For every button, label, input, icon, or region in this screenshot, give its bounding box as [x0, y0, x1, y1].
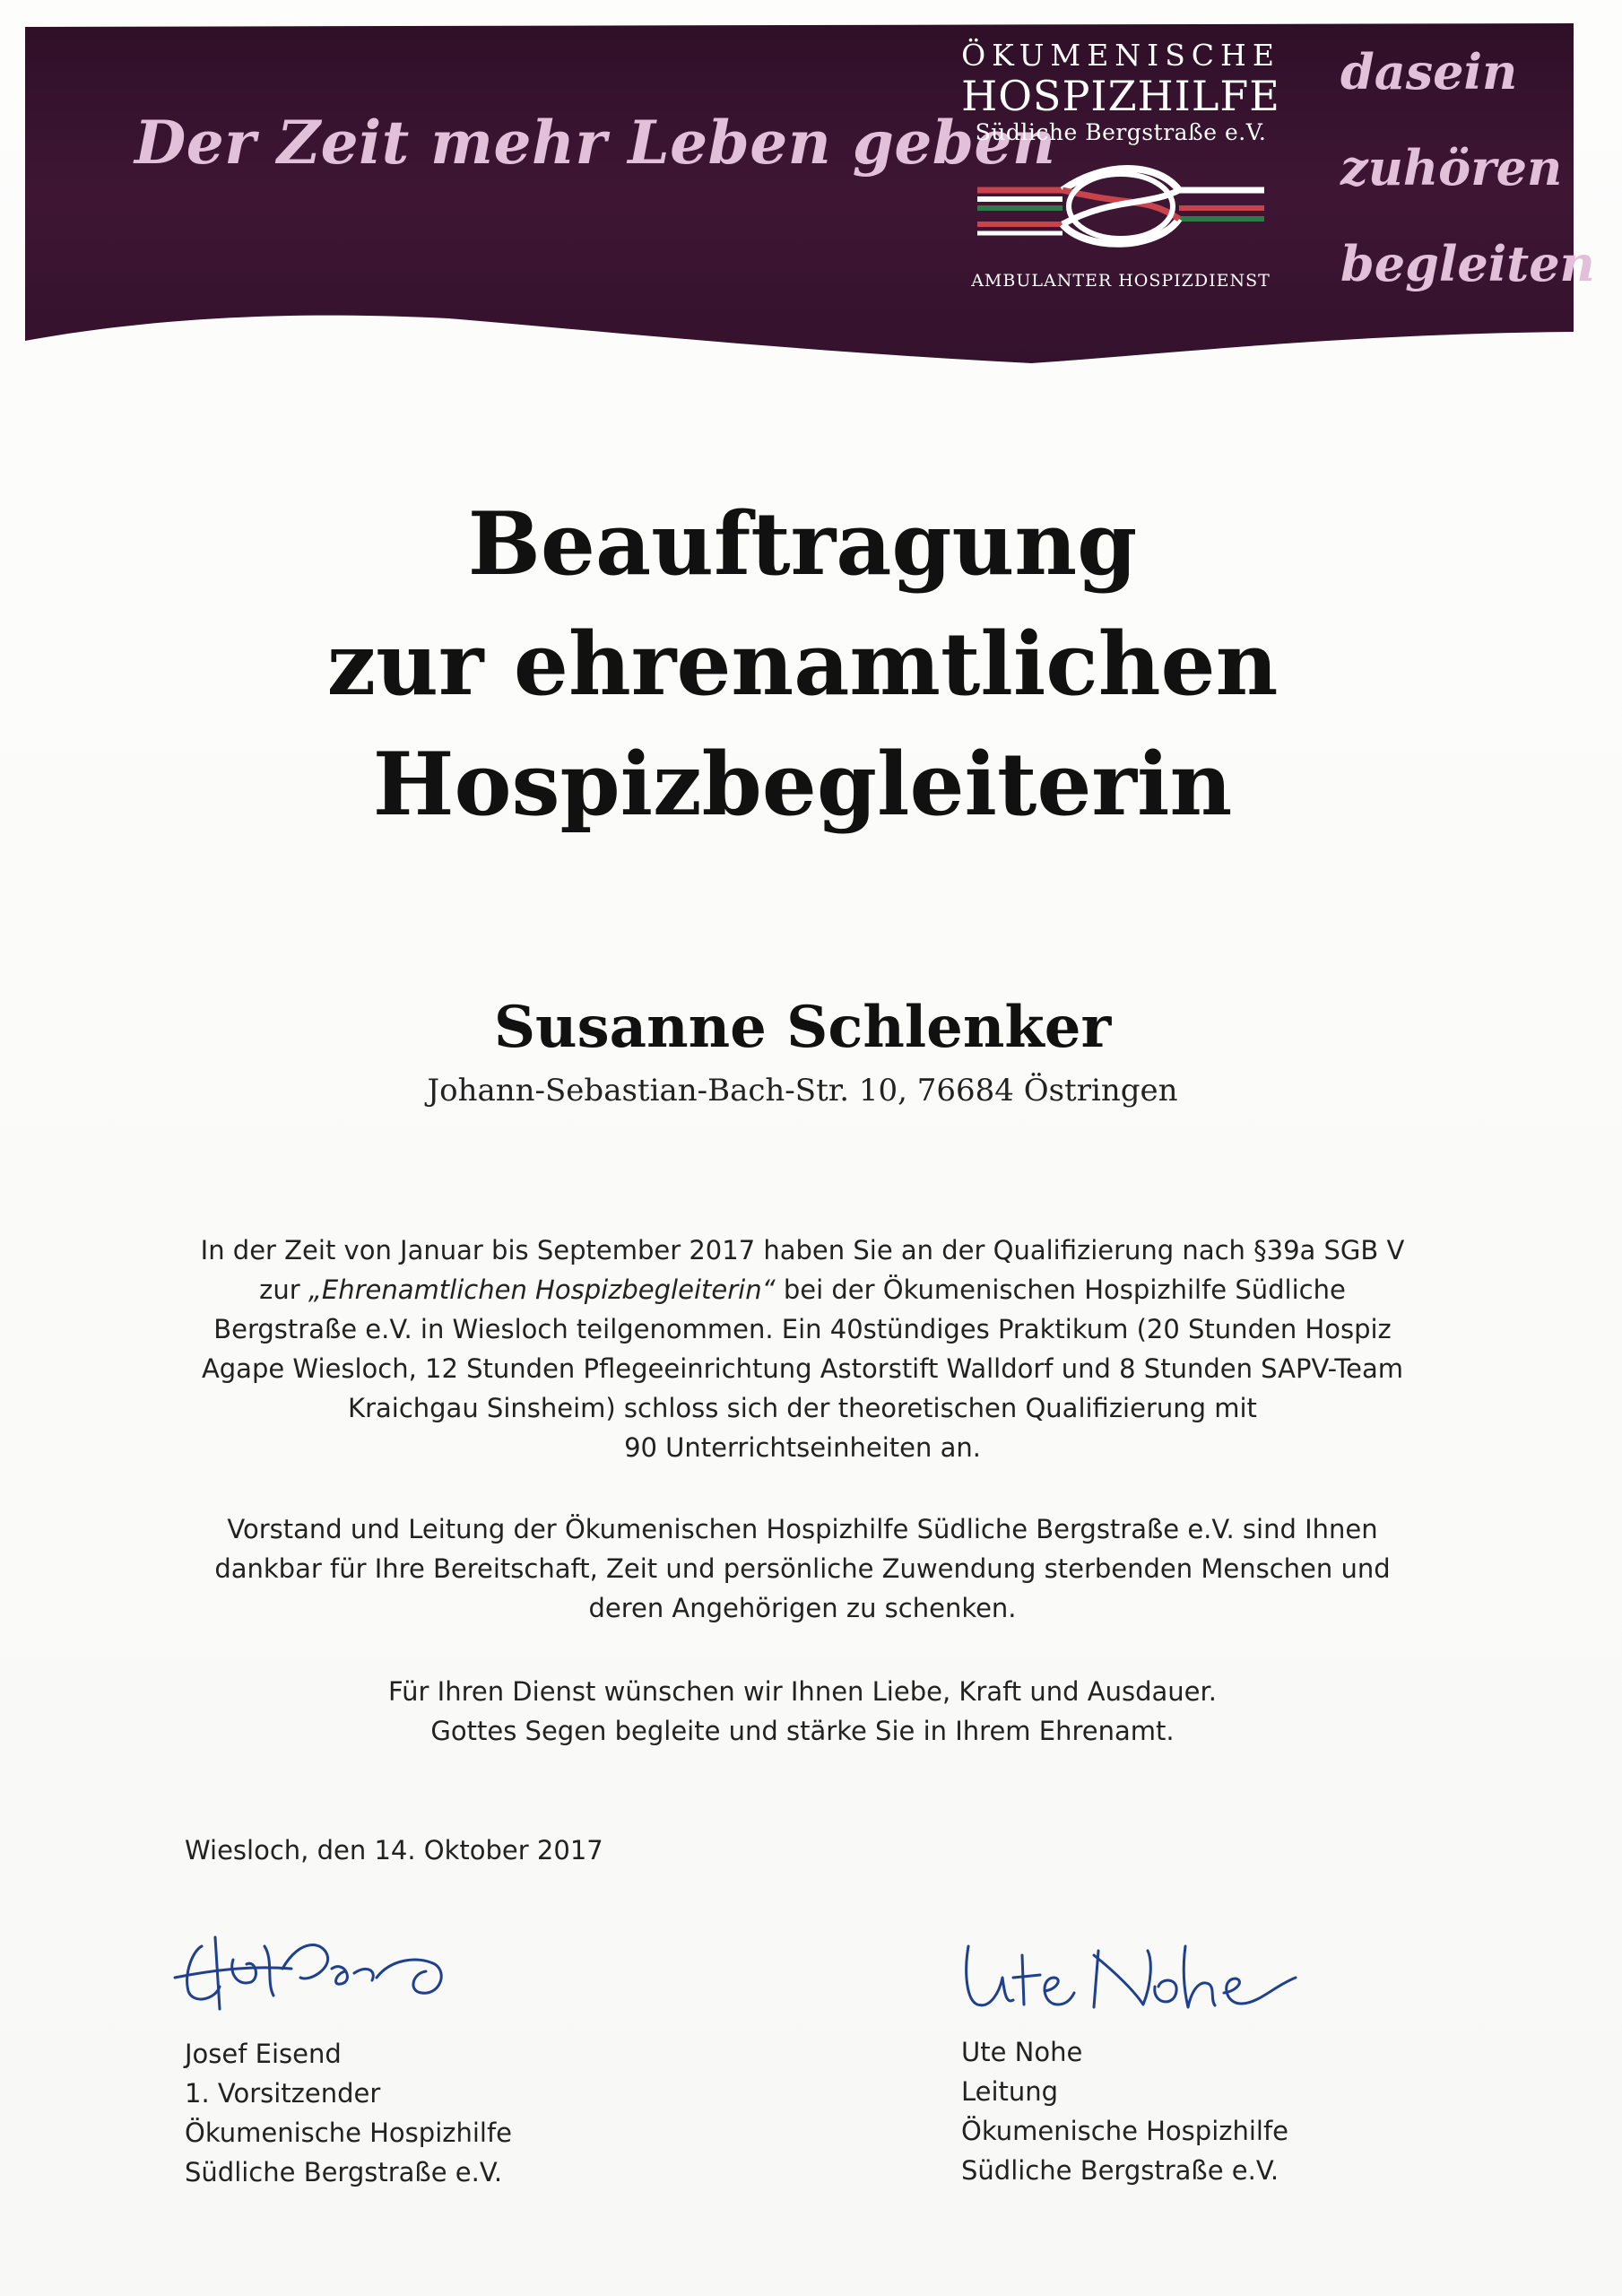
paragraph-line: deren Angehörigen zu schenken. [588, 1593, 1017, 1623]
title-line-3: Hospizbegleiterin [372, 734, 1233, 835]
course-title: „Ehrenamtlichen Hospizbegleiterin“ [308, 1274, 776, 1305]
banner-slogan: Der Zeit mehr Leben geben [134, 108, 1056, 178]
logo-line-1: ÖKUMENISCHE [961, 38, 1280, 73]
signer-name: Ute Nohe [961, 2037, 1083, 2067]
signer-org: Südliche Bergstraße e.V. [185, 2157, 503, 2187]
paragraph-line: dankbar für Ihre Bereitschaft, Zeit und persönliche Zuwendung sterbenden Menschen und [214, 1553, 1391, 1584]
signer-left-block [185, 2034, 512, 2192]
paragraph-text: bei der Ökumenischen Hospizhilfe Südliche [775, 1274, 1346, 1305]
logo-line-2: HOSPIZHILFE [961, 72, 1280, 120]
signer-right-block [961, 2032, 1288, 2190]
paragraph-line: Vorstand und Leitung der Ökumenischen Hospizhilfe Südliche Bergstraße e.V. sind Ihnen [227, 1514, 1378, 1544]
paragraph-text: zur [259, 1274, 308, 1305]
certificate-title [0, 484, 1605, 845]
title-line-2: zur ehrenamtlichen [326, 613, 1279, 715]
header-banner [0, 0, 1622, 377]
paragraph-line: Agape Wiesloch, 12 Stunden Pflegeeinrichtung Astorstift Walldorf und 8 Stunden SAPV-Team [201, 1353, 1404, 1384]
organization-logo [959, 38, 1282, 147]
logo-line-3: Südliche Bergstraße e.V. [975, 119, 1267, 145]
logo-line-4: AMBULANTER HOSPIZDIENST [971, 271, 1271, 291]
qualification-paragraph [134, 1231, 1470, 1467]
motto-item-3: begleiten [1340, 235, 1595, 292]
paragraph-line: Gottes Segen begleite und stärke Sie in Ihrem Ehrenamt. [430, 1716, 1175, 1746]
blessing-paragraph [134, 1672, 1470, 1751]
signer-org: Südliche Bergstraße e.V. [961, 2155, 1279, 2186]
paragraph-line: 90 Unterrichtseinheiten an. [624, 1432, 981, 1463]
signer-org: Ökumenische Hospizhilfe [961, 2116, 1289, 2146]
recipient-address: Johann-Sebastian-Bach-Str. 10, 76684 Östringen [427, 1073, 1178, 1109]
knot-icon [977, 161, 1264, 251]
paragraph-line [134, 1270, 1470, 1309]
signature-right [950, 1928, 1309, 2027]
paragraph-line: Bergstraße e.V. in Wiesloch teilgenommen. Ein 40stündiges Praktikum (20 Stunden Hospiz [213, 1314, 1392, 1344]
place-date: Wiesloch, den 14. Oktober 2017 [185, 1835, 603, 1866]
signer-role: 1. Vorsitzender [185, 2078, 381, 2109]
motto-item-1: dasein [1340, 43, 1518, 100]
paragraph-line: Kraichgau Sinsheim) schloss sich der theoretischen Qualifizierung mit [348, 1393, 1257, 1423]
thanks-paragraph [134, 1509, 1470, 1628]
paragraph-line: Für Ihren Dienst wünschen wir Ihnen Liebe, Kraft und Ausdauer. [388, 1676, 1217, 1707]
title-line-1: Beauftragung [467, 493, 1138, 595]
signer-name: Josef Eisend [185, 2039, 342, 2069]
signature-left [166, 1919, 462, 2018]
paragraph-line: In der Zeit von Januar bis September 2017 haben Sie an der Qualifizierung nach §39a SGB V [200, 1235, 1405, 1265]
signer-role: Leitung [961, 2076, 1059, 2107]
recipient-name: Susanne Schlenker [493, 994, 1112, 1061]
motto-item-2: zuhören [1340, 139, 1563, 196]
signer-org: Ökumenische Hospizhilfe [185, 2118, 513, 2148]
